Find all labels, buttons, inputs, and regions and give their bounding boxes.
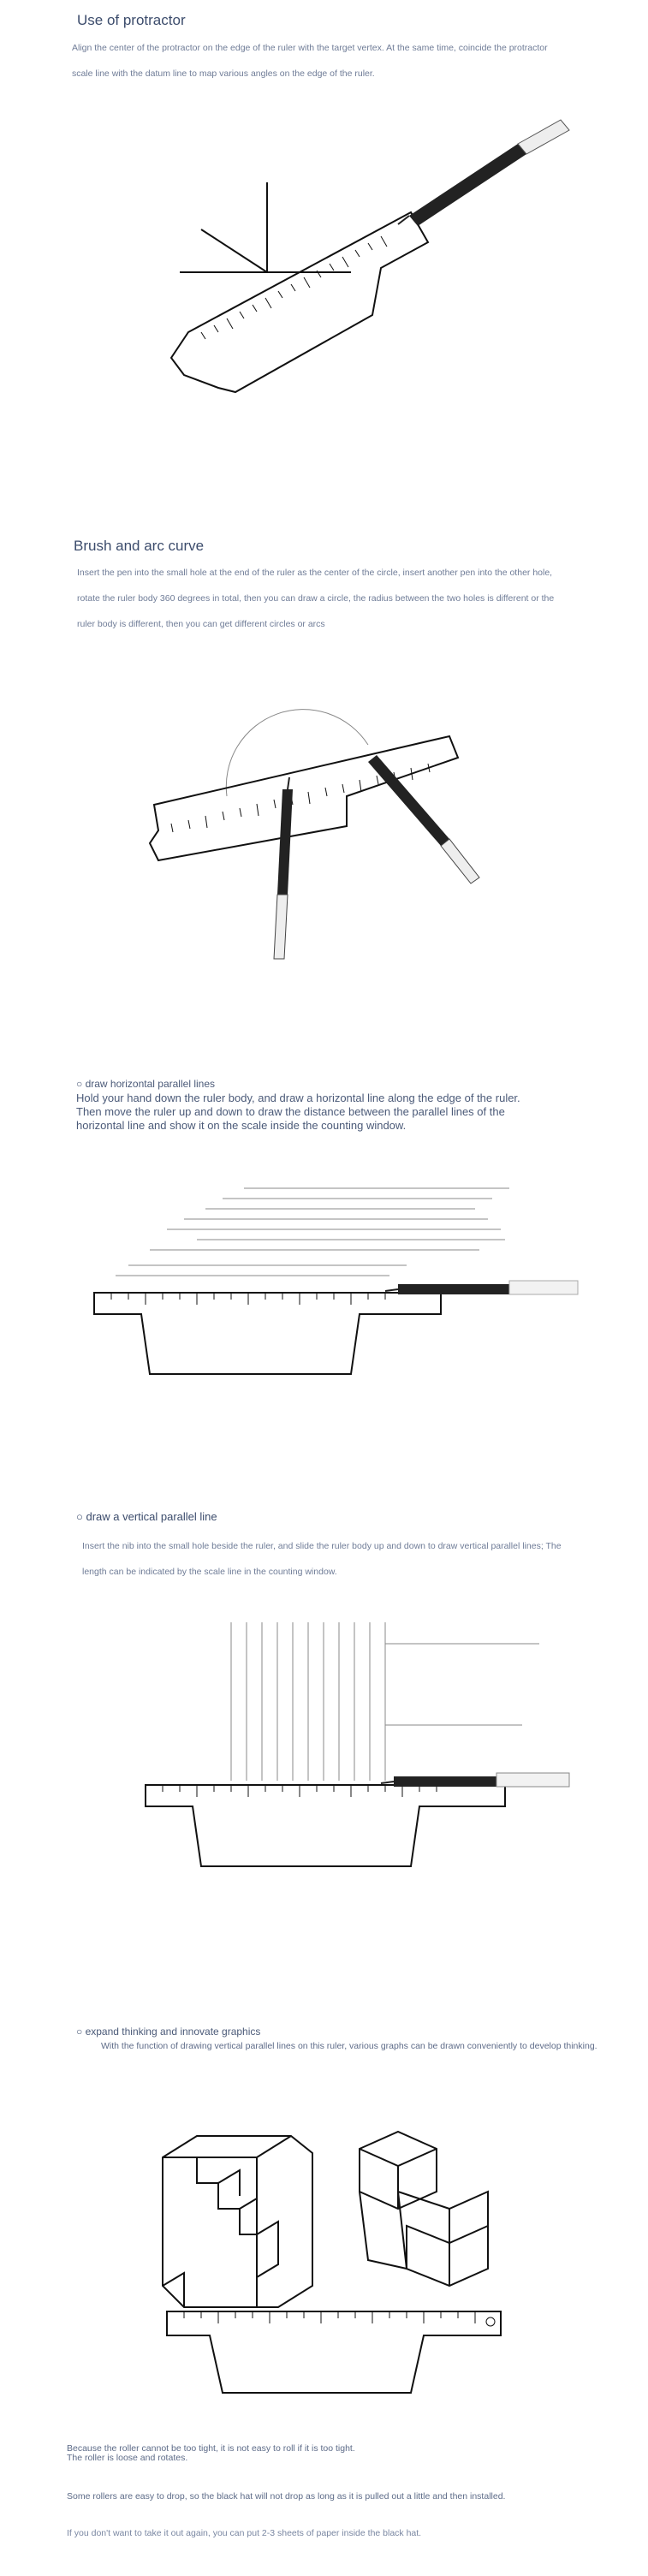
section-title-horizontal: ○ draw horizontal parallel lines <box>76 1078 215 1090</box>
arc-drawing-illustration <box>120 702 531 985</box>
note-paper-hat: If you don't want to take it out again, you can put 2-3 sheets of paper inside the black hat. <box>67 2528 422 2538</box>
section-title-arc: Brush and arc curve <box>74 538 205 554</box>
3d-graphics-illustration <box>150 2123 518 2397</box>
note-roller-tight: Because the roller cannot be too tight, it is not easy to roll if it is too tight. <box>67 2443 355 2454</box>
section-text-protractor: Align the center of the protractor on the edge of the ruler with the target vertex. At the same time, coincide the protractor scale line with the datum line to map various angles on the edge of the ruler. <box>72 43 548 79</box>
section-text-vertical: Insert the nib into the small hole beside the ruler, and slide the ruler body up and down to draw vertical parallel lines; The length can be indicated by the scale line in the counting window. <box>82 1541 562 1577</box>
note-roller-drop: Some rollers are easy to drop, so the black hat will not drop as long as it is pulled out a little and then installed. <box>67 2491 506 2502</box>
section-text-horizontal: Hold your hand down the ruler body, and draw a horizontal line along the edge of the ruler. Then move the ruler up and down to draw the distance between the parallel lines of the horizontal line and show it on the scale inside the counting window. <box>76 1092 520 1132</box>
vertical-lines-illustration <box>103 1605 586 1896</box>
section-title-vertical: ○ draw a vertical parallel line <box>76 1510 217 1523</box>
section-text-arc: Insert the pen into the small hole at the end of the ruler as the center of the circle, insert another pen into the other hole, rotate the ruler body 360 degrees in total, then you can draw a circle, the radius between the two holes is different or the ruler body is different, then you can get different circles or arcs <box>77 568 555 629</box>
section-title-protractor: Use of protractor <box>77 12 186 28</box>
note-roller-loose: The roller is loose and rotates. <box>67 2453 188 2463</box>
section-text-graphics: With the function of drawing vertical parallel lines on this ruler, various graphs can be drawn conveniently to develop thinking. <box>101 2041 597 2051</box>
section-title-graphics: ○ expand thinking and innovate graphics <box>76 2026 261 2038</box>
horizontal-lines-illustration <box>47 1164 595 1404</box>
protractor-illustration <box>86 110 574 426</box>
